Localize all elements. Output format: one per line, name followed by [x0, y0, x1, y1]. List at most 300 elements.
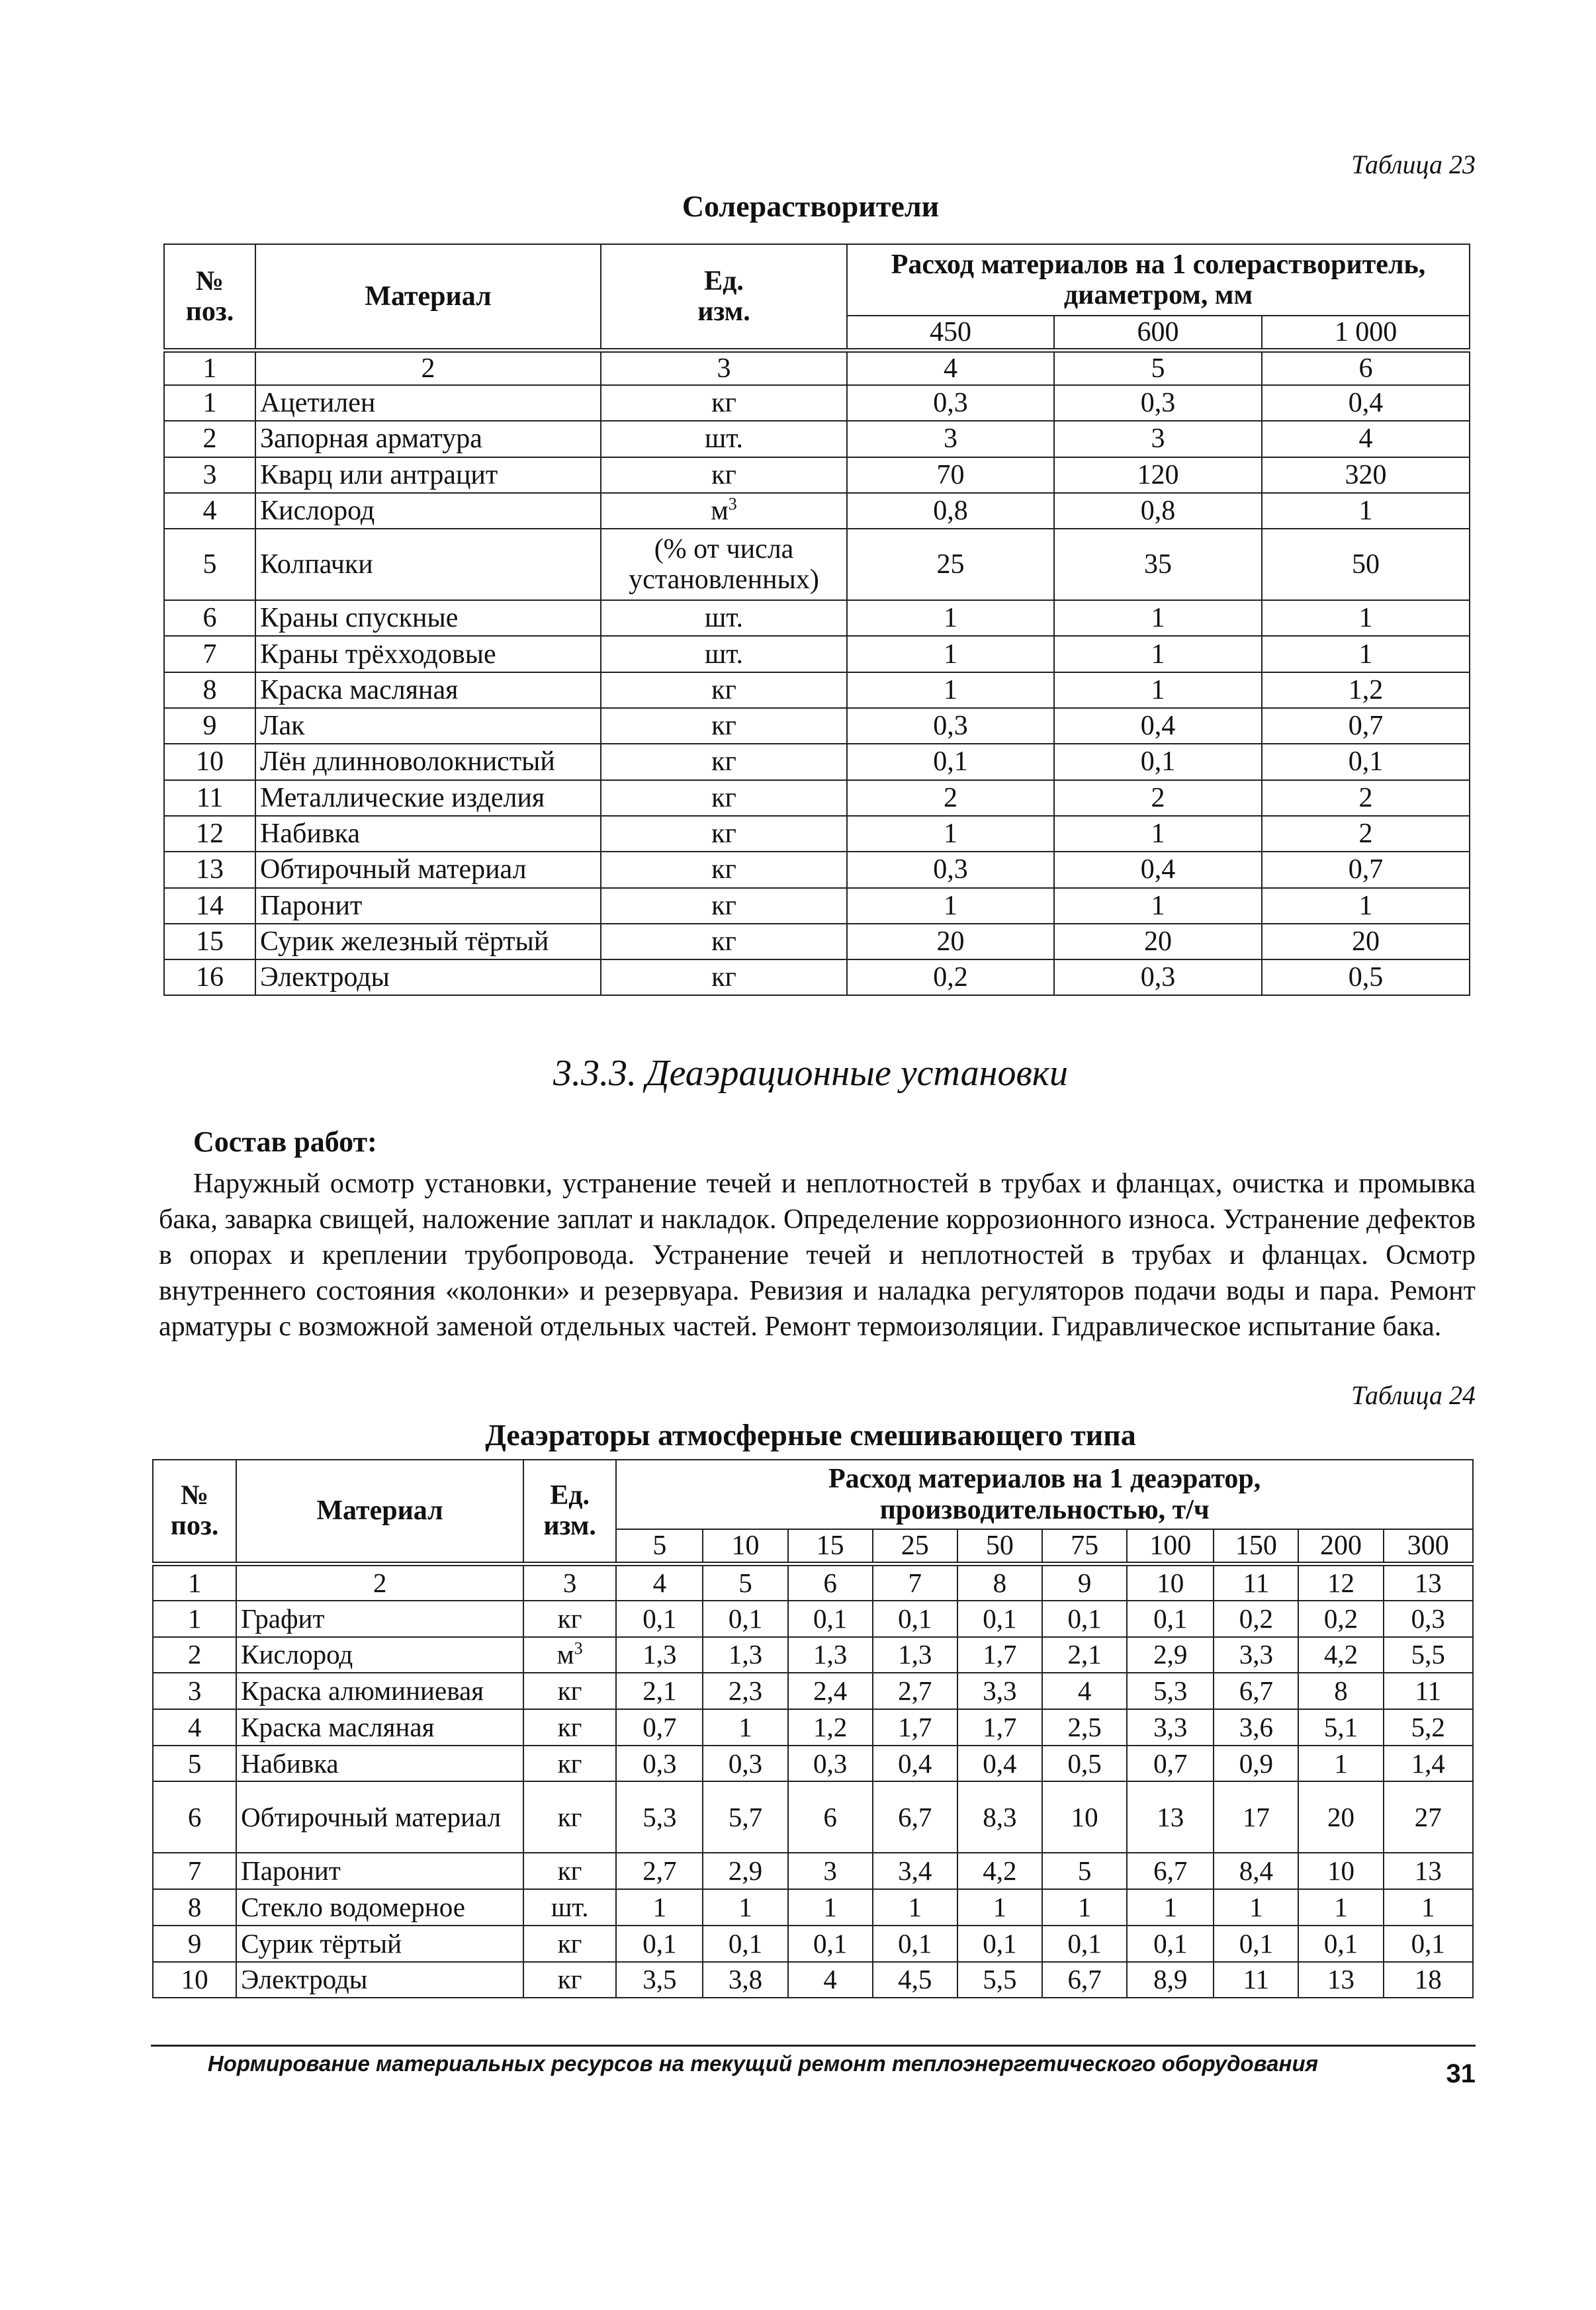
material-name: Краска масляная — [236, 1709, 523, 1746]
table-row — [164, 816, 1470, 852]
table-row — [153, 1673, 1473, 1709]
material-name: Паронит — [236, 1853, 523, 1889]
material-name: Запорная арматура — [255, 421, 601, 457]
value-cell: 8,9 — [1127, 1962, 1214, 1998]
table-row — [153, 1853, 1473, 1889]
header-material: Материал — [255, 244, 601, 350]
material-name: Стекло водомерное — [236, 1889, 523, 1926]
column-number: 6 — [1262, 350, 1470, 385]
value-cell: 4 — [1262, 421, 1470, 457]
value-cell: 2,4 — [788, 1673, 873, 1709]
unit: кг — [601, 708, 847, 744]
value-cell: 0,1 — [1042, 1601, 1127, 1637]
value-cell: 2,7 — [873, 1673, 957, 1709]
value-cell: 1,3 — [616, 1637, 703, 1673]
value-cell: 1 — [847, 816, 1054, 852]
value-cell: 0,1 — [616, 1601, 703, 1637]
value-cell: 50 — [1262, 529, 1470, 600]
value-cell: 1 — [1298, 1889, 1383, 1926]
header-size: 50 — [957, 1529, 1042, 1564]
value-cell: 0,3 — [1054, 385, 1262, 421]
header-consumption: Расход материалов на 1 солерастворитель, диаметром, мм — [847, 244, 1470, 316]
value-cell: 1 — [703, 1889, 787, 1926]
column-number: 1 — [153, 1564, 236, 1601]
value-cell: 1,2 — [1262, 672, 1470, 708]
value-cell: 6,7 — [1214, 1673, 1298, 1709]
table-23 — [163, 244, 1470, 996]
table-row — [164, 529, 1470, 600]
value-cell: 1 — [1127, 1889, 1214, 1926]
material-name: Краны спускные — [255, 600, 601, 636]
row-number: 10 — [164, 744, 255, 779]
value-cell: 1 — [703, 1709, 787, 1746]
row-number: 2 — [153, 1637, 236, 1673]
value-cell: 11 — [1384, 1673, 1473, 1709]
value-cell: 6,7 — [873, 1781, 957, 1853]
value-cell: 2 — [1262, 780, 1470, 816]
value-cell: 0,1 — [1298, 1926, 1383, 1962]
value-cell: 1 — [847, 600, 1054, 636]
material-name: Набивка — [255, 816, 601, 852]
unit: шт. — [601, 421, 847, 457]
row-number: 8 — [164, 672, 255, 708]
header-consumption: Расход материалов на 1 деаэратор, производительностью, т/ч — [616, 1460, 1473, 1529]
value-cell: 20 — [1262, 924, 1470, 959]
table-row — [164, 744, 1470, 779]
value-cell: 8,3 — [957, 1781, 1042, 1853]
header-size: 1 000 — [1262, 316, 1470, 350]
table-row — [164, 636, 1470, 672]
table-row — [164, 600, 1470, 636]
table-24-title: Деаэраторы атмосферные смешивающего типа — [485, 1418, 1136, 1452]
material-name: Электроды — [255, 959, 601, 995]
value-cell: 13 — [1127, 1781, 1214, 1853]
value-cell: 3,8 — [703, 1962, 787, 1998]
row-number: 13 — [164, 852, 255, 887]
value-cell: 0,3 — [847, 852, 1054, 887]
value-cell: 3,5 — [616, 1962, 703, 1998]
table-row — [153, 1637, 1473, 1673]
value-cell: 1 — [1054, 636, 1262, 672]
value-cell: 1,2 — [788, 1709, 873, 1746]
value-cell: 2,3 — [703, 1673, 787, 1709]
table-23-title: Солерастворители — [682, 189, 940, 223]
value-cell: 1 — [1262, 600, 1470, 636]
table-row — [164, 493, 1470, 529]
unit-exponent: 3 — [728, 494, 737, 513]
value-cell: 5,5 — [1384, 1637, 1473, 1673]
value-cell: 2,1 — [616, 1673, 703, 1709]
row-number: 2 — [164, 421, 255, 457]
material-name: Кислород — [255, 493, 601, 529]
value-cell: 0,1 — [1384, 1926, 1473, 1962]
value-cell: 5 — [1042, 1853, 1127, 1889]
value-cell: 0,7 — [1262, 852, 1470, 887]
row-number: 3 — [164, 457, 255, 493]
value-cell: 1 — [1262, 888, 1470, 924]
row-number: 8 — [153, 1889, 236, 1926]
header-material: Материал — [236, 1460, 523, 1564]
table-row — [153, 1889, 1473, 1926]
value-cell: 10 — [1042, 1781, 1127, 1853]
page-number: 31 — [1446, 2059, 1476, 2088]
value-cell: 5,3 — [1127, 1673, 1214, 1709]
value-cell: 6,7 — [1042, 1962, 1127, 1998]
value-cell: 6 — [788, 1781, 873, 1853]
value-cell: 13 — [1298, 1962, 1383, 1998]
unit: (% от числа установленных) — [601, 529, 847, 600]
material-name: Графит — [236, 1601, 523, 1637]
row-number: 4 — [153, 1709, 236, 1746]
header-size: 300 — [1384, 1529, 1473, 1564]
work-scope-text: Наружный осмотр установки, устранение течей и неплотностей в трубах и фланцах, очистка и промывка бака, заварка свищей, наложение заплат и накладок. Определение коррозионного износа. Устранение дефектов в опорах и креплении трубопровода. Устранение течей и неплотностей в трубах и фланцах. Осмотр внутреннего состояния «колонки» и резервуара. Ревизия и наладка регуляторов подачи воды и пара. Ремонт арматуры с возможной заменой отдельных частей. Ремонт термоизоляции. Гидравлическое испытание бака. — [159, 1169, 1476, 1342]
column-number: 2 — [255, 350, 601, 385]
value-cell: 0,2 — [1214, 1601, 1298, 1637]
value-cell: 1 — [1054, 600, 1262, 636]
value-cell: 3,4 — [873, 1853, 957, 1889]
material-name: Краны трёхходовые — [255, 636, 601, 672]
value-cell: 1 — [788, 1889, 873, 1926]
value-cell: 120 — [1054, 457, 1262, 493]
material-name: Краска алюминиевая — [236, 1673, 523, 1709]
value-cell: 0,4 — [873, 1746, 957, 1782]
header-size: 100 — [1127, 1529, 1214, 1564]
material-name: Обтирочный материал — [255, 852, 601, 887]
footer-rule — [151, 2045, 1476, 2047]
value-cell: 1 — [873, 1889, 957, 1926]
value-cell: 18 — [1384, 1962, 1473, 1998]
unit — [601, 493, 847, 529]
value-cell: 0,3 — [703, 1746, 787, 1782]
value-cell: 1 — [1054, 816, 1262, 852]
value-cell: 1,7 — [957, 1709, 1042, 1746]
value-cell: 3,6 — [1214, 1709, 1298, 1746]
column-number-row — [164, 350, 1470, 385]
value-cell: 5,3 — [616, 1781, 703, 1853]
unit: шт. — [601, 636, 847, 672]
value-cell: 10 — [1298, 1853, 1383, 1889]
unit: кг — [601, 888, 847, 924]
value-cell: 0,1 — [1262, 744, 1470, 779]
value-cell: 1 — [1384, 1889, 1473, 1926]
unit: кг — [523, 1746, 616, 1782]
value-cell: 3 — [847, 421, 1054, 457]
unit: кг — [601, 924, 847, 959]
value-cell: 1 — [1214, 1889, 1298, 1926]
value-cell: 2,5 — [1042, 1709, 1127, 1746]
value-cell: 2 — [1262, 816, 1470, 852]
value-cell: 1 — [847, 672, 1054, 708]
value-cell: 5,1 — [1298, 1709, 1383, 1746]
value-cell: 0,1 — [957, 1926, 1042, 1962]
value-cell: 3,3 — [1214, 1637, 1298, 1673]
value-cell: 1 — [1262, 636, 1470, 672]
value-cell: 0,7 — [1127, 1746, 1214, 1782]
value-cell: 20 — [1054, 924, 1262, 959]
value-cell: 0,1 — [1214, 1926, 1298, 1962]
value-cell: 1 — [847, 888, 1054, 924]
unit: кг — [523, 1673, 616, 1709]
unit: кг — [523, 1601, 616, 1637]
value-cell: 4 — [1042, 1673, 1127, 1709]
material-name: Кислород — [236, 1637, 523, 1673]
header-size: 10 — [703, 1529, 787, 1564]
value-cell: 0,1 — [616, 1926, 703, 1962]
value-cell: 0,1 — [703, 1926, 787, 1962]
value-cell: 3,3 — [1127, 1709, 1214, 1746]
value-cell: 2 — [847, 780, 1054, 816]
material-name: Кварц или антрацит — [255, 457, 601, 493]
value-cell: 25 — [847, 529, 1054, 600]
row-number: 5 — [153, 1746, 236, 1782]
value-cell: 0,1 — [873, 1926, 957, 1962]
unit: кг — [601, 959, 847, 995]
value-cell: 0,3 — [616, 1746, 703, 1782]
column-number: 1 — [164, 350, 255, 385]
row-number: 12 — [164, 816, 255, 852]
header-pos: № поз. — [164, 244, 255, 350]
header-size: 200 — [1298, 1529, 1383, 1564]
row-number: 11 — [164, 780, 255, 816]
value-cell: 1 — [1298, 1746, 1383, 1782]
material-name: Паронит — [255, 888, 601, 924]
row-number: 14 — [164, 888, 255, 924]
table-row — [153, 1781, 1473, 1853]
value-cell: 20 — [847, 924, 1054, 959]
table-row — [164, 421, 1470, 457]
value-cell: 0,3 — [1384, 1601, 1473, 1637]
row-number: 6 — [164, 600, 255, 636]
value-cell: 0,1 — [847, 744, 1054, 779]
material-name: Сурик тёртый — [236, 1926, 523, 1962]
table-row — [164, 780, 1470, 816]
value-cell: 1,7 — [873, 1709, 957, 1746]
column-number: 3 — [523, 1564, 616, 1601]
value-cell: 0,1 — [1127, 1926, 1214, 1962]
value-cell: 5,7 — [703, 1781, 787, 1853]
row-number: 9 — [164, 708, 255, 744]
header-size: 75 — [1042, 1529, 1127, 1564]
value-cell: 0,7 — [616, 1709, 703, 1746]
value-cell: 2,9 — [1127, 1637, 1214, 1673]
material-name: Сурик железный тёртый — [255, 924, 601, 959]
value-cell: 4 — [788, 1962, 873, 1998]
unit — [523, 1637, 616, 1673]
value-cell: 1,3 — [703, 1637, 787, 1673]
value-cell: 0,4 — [1054, 708, 1262, 744]
value-cell: 13 — [1384, 1853, 1473, 1889]
unit: кг — [523, 1853, 616, 1889]
column-number: 10 — [1127, 1564, 1214, 1601]
table-row — [164, 385, 1470, 421]
table-23-label: Таблица 23 — [1351, 150, 1476, 179]
unit: кг — [523, 1709, 616, 1746]
column-number: 5 — [1054, 350, 1262, 385]
value-cell: 0,3 — [847, 708, 1054, 744]
row-number: 10 — [153, 1962, 236, 1998]
header-size: 5 — [616, 1529, 703, 1564]
header-unit: Ед. изм. — [601, 244, 847, 350]
value-cell: 0,8 — [847, 493, 1054, 529]
value-cell: 0,3 — [1054, 959, 1262, 995]
value-cell: 0,1 — [873, 1601, 957, 1637]
row-number: 7 — [153, 1853, 236, 1889]
column-number: 9 — [1042, 1564, 1127, 1601]
value-cell: 0,1 — [1127, 1601, 1214, 1637]
table-row — [153, 1746, 1473, 1782]
value-cell: 0,3 — [788, 1746, 873, 1782]
value-cell: 8 — [1298, 1673, 1383, 1709]
row-number: 1 — [153, 1601, 236, 1637]
header-unit: Ед. изм. — [523, 1460, 616, 1564]
value-cell: 3 — [1054, 421, 1262, 457]
value-cell: 0,2 — [847, 959, 1054, 995]
value-cell: 5,5 — [957, 1962, 1042, 1998]
row-number: 6 — [153, 1781, 236, 1853]
section-heading: 3.3.3. Деаэрационные установки — [553, 1053, 1068, 1094]
unit: кг — [523, 1781, 616, 1853]
column-number: 4 — [847, 350, 1054, 385]
row-number: 3 — [153, 1673, 236, 1709]
value-cell: 0,3 — [847, 385, 1054, 421]
value-cell: 0,9 — [1214, 1746, 1298, 1782]
column-number: 2 — [236, 1564, 523, 1601]
value-cell: 1 — [957, 1889, 1042, 1926]
material-name: Ацетилен — [255, 385, 601, 421]
unit: кг — [601, 852, 847, 887]
value-cell: 0,2 — [1298, 1601, 1383, 1637]
value-cell: 0,1 — [957, 1601, 1042, 1637]
value-cell: 0,5 — [1262, 959, 1470, 995]
table-row — [164, 924, 1470, 959]
value-cell: 4,2 — [1298, 1637, 1383, 1673]
value-cell: 0,1 — [788, 1601, 873, 1637]
unit: кг — [601, 457, 847, 493]
unit-exponent: 3 — [574, 1638, 583, 1658]
value-cell: 1 — [1054, 888, 1262, 924]
value-cell: 0,4 — [957, 1746, 1042, 1782]
header-pos: № поз. — [153, 1460, 236, 1564]
table-row — [164, 888, 1470, 924]
value-cell: 3,3 — [957, 1673, 1042, 1709]
table-row — [164, 672, 1470, 708]
row-number: 9 — [153, 1926, 236, 1962]
column-number: 6 — [788, 1564, 873, 1601]
unit: шт. — [523, 1889, 616, 1926]
value-cell: 0,1 — [703, 1601, 787, 1637]
unit: кг — [601, 385, 847, 421]
row-number: 4 — [164, 493, 255, 529]
value-cell: 2,7 — [616, 1853, 703, 1889]
header-size: 150 — [1214, 1529, 1298, 1564]
value-cell: 5,2 — [1384, 1709, 1473, 1746]
column-number: 4 — [616, 1564, 703, 1601]
value-cell: 320 — [1262, 457, 1470, 493]
table-row — [153, 1709, 1473, 1746]
value-cell: 1 — [1042, 1889, 1127, 1926]
unit: кг — [601, 816, 847, 852]
unit: кг — [523, 1962, 616, 1998]
value-cell: 70 — [847, 457, 1054, 493]
table-row — [153, 1926, 1473, 1962]
value-cell: 0,5 — [1042, 1746, 1127, 1782]
value-cell: 17 — [1214, 1781, 1298, 1853]
row-number: 1 — [164, 385, 255, 421]
column-number: 13 — [1384, 1564, 1473, 1601]
unit: кг — [601, 780, 847, 816]
value-cell: 1,4 — [1384, 1746, 1473, 1782]
material-name: Набивка — [236, 1746, 523, 1782]
material-name: Электроды — [236, 1962, 523, 1998]
value-cell: 0,7 — [1262, 708, 1470, 744]
value-cell: 8,4 — [1214, 1853, 1298, 1889]
material-name: Колпачки — [255, 529, 601, 600]
header-size: 450 — [847, 316, 1054, 350]
material-name: Лак — [255, 708, 601, 744]
value-cell: 1 — [1262, 493, 1470, 529]
value-cell: 1 — [847, 636, 1054, 672]
table-row — [164, 852, 1470, 887]
unit: кг — [523, 1926, 616, 1962]
value-cell: 1,3 — [788, 1637, 873, 1673]
unit: шт. — [601, 600, 847, 636]
value-cell: 4,5 — [873, 1962, 957, 1998]
unit: кг — [601, 672, 847, 708]
column-number: 12 — [1298, 1564, 1383, 1601]
value-cell: 20 — [1298, 1781, 1383, 1853]
column-number: 11 — [1214, 1564, 1298, 1601]
table-24-label: Таблица 24 — [1351, 1380, 1476, 1410]
work-scope-label: Состав работ: — [193, 1126, 377, 1158]
value-cell: 0,8 — [1054, 493, 1262, 529]
value-cell: 0,4 — [1054, 852, 1262, 887]
table-24 — [152, 1459, 1474, 1998]
value-cell: 2,9 — [703, 1853, 787, 1889]
column-number-row — [153, 1564, 1473, 1601]
value-cell: 0,1 — [1042, 1926, 1127, 1962]
value-cell: 4,2 — [957, 1853, 1042, 1889]
table-row — [164, 457, 1470, 493]
value-cell: 27 — [1384, 1781, 1473, 1853]
value-cell: 1 — [1054, 672, 1262, 708]
row-number: 16 — [164, 959, 255, 995]
table-row — [153, 1601, 1473, 1637]
table-row — [164, 708, 1470, 744]
value-cell: 35 — [1054, 529, 1262, 600]
value-cell: 3 — [788, 1853, 873, 1889]
unit-text: м — [711, 495, 729, 526]
value-cell: 1 — [616, 1889, 703, 1926]
column-number: 8 — [957, 1564, 1042, 1601]
value-cell: 0,1 — [1054, 744, 1262, 779]
column-number: 7 — [873, 1564, 957, 1601]
footer-text: Нормирование материальных ресурсов на текущий ремонт теплоэнергетического оборудования — [207, 2051, 1319, 2076]
value-cell: 2 — [1054, 780, 1262, 816]
material-name: Металлические изделия — [255, 780, 601, 816]
material-name: Лён длинноволокнистый — [255, 744, 601, 779]
row-number: 5 — [164, 529, 255, 600]
row-number: 7 — [164, 636, 255, 672]
value-cell: 6,7 — [1127, 1853, 1214, 1889]
value-cell: 0,1 — [788, 1926, 873, 1962]
table-row — [164, 959, 1470, 995]
header-size: 600 — [1054, 316, 1262, 350]
column-number: 3 — [601, 350, 847, 385]
value-cell: 2,1 — [1042, 1637, 1127, 1673]
value-cell: 1,7 — [957, 1637, 1042, 1673]
unit-text: м — [556, 1639, 574, 1670]
value-cell: 11 — [1214, 1962, 1298, 1998]
